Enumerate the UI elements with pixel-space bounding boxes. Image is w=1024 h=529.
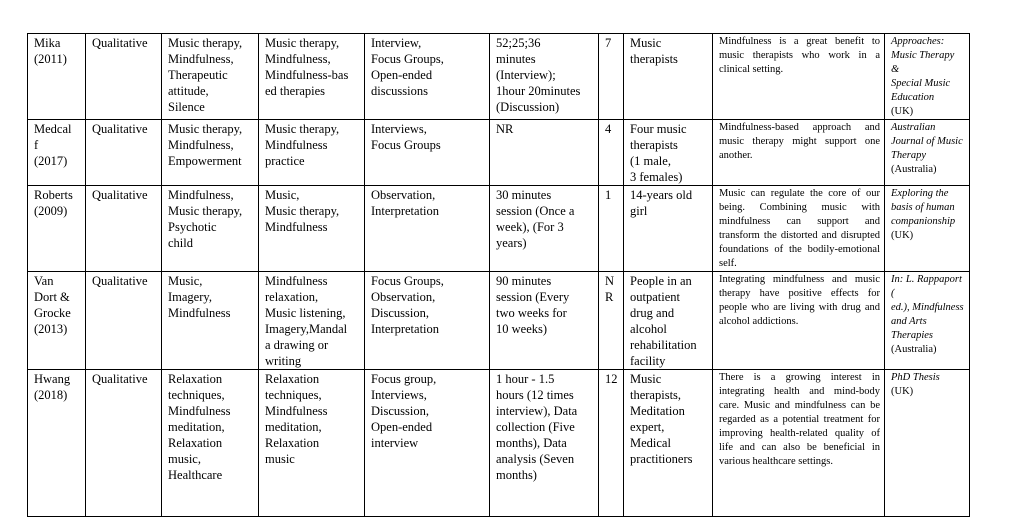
sample-size-cell: 12 [599, 370, 624, 517]
participants-cell: Four music therapists (1 male, 3 females) [624, 120, 713, 186]
duration-cell: 52;25;36 minutes (Interview); 1hour 20minutes (Discussion) [490, 34, 599, 120]
table-row [28, 186, 970, 272]
source-country: (Australia) [891, 344, 937, 355]
design-cell: Qualitative [86, 120, 162, 186]
author-cell: Medcal f (2017) [28, 120, 86, 186]
source-cell [885, 34, 970, 120]
source-title: Approaches: Music Therapy & Special Music Education [891, 36, 955, 103]
finding-cell: Mindfulness is a great benefit to music therapists who work in a clinical setting. [713, 34, 885, 120]
source-country: (Australia) [891, 164, 937, 175]
participants-cell: Music therapists [624, 34, 713, 120]
focus-cell: Music therapy, Mindfulness, Empowerment [162, 120, 259, 186]
source-cell [885, 186, 970, 272]
intervention-cell: Mindfulness relaxation, Music listening, Imagery,Mandal a drawing or writing [259, 272, 365, 370]
source-cell [885, 272, 970, 370]
intervention-cell: Music therapy, Mindfulness practice [259, 120, 365, 186]
focus-cell: Mindfulness, Music therapy, Psychotic child [162, 186, 259, 272]
duration-cell: 30 minutes session (Once a week), (For 3 years) [490, 186, 599, 272]
duration-cell: 1 hour - 1.5 hours (12 times interview), Data collection (Five months), Data analysis (Seven months) [490, 370, 599, 517]
source-cell [885, 120, 970, 186]
table-row [28, 370, 970, 517]
participants-cell: 14-years old girl [624, 186, 713, 272]
participants-cell: People in an outpatient drug and alcohol rehabilitation facility [624, 272, 713, 370]
duration-cell: 90 minutes session (Every two weeks for 10 weeks) [490, 272, 599, 370]
design-cell: Qualitative [86, 34, 162, 120]
source-title: In: L. Rappaport ( ed.), Mindfulness and Arts Therapies [891, 274, 964, 341]
source-title: Exploring the basis of human companionship [891, 188, 956, 227]
author-cell: Hwang (2018) [28, 370, 86, 517]
table-row [28, 120, 970, 186]
intervention-cell: Music therapy, Mindfulness, Mindfulness-bas ed therapies [259, 34, 365, 120]
author-cell: Roberts (2009) [28, 186, 86, 272]
focus-cell: Music therapy, Mindfulness, Therapeutic attitude, Silence [162, 34, 259, 120]
design-cell: Qualitative [86, 186, 162, 272]
table-row [28, 272, 970, 370]
methods-cell: Interview, Focus Groups, Open-ended discussions [365, 34, 490, 120]
finding-cell: Music can regulate the core of our being. Combining music with mindfulness can support and transform the distorted and disrupted foundations of the bodily-emotional self. [713, 186, 885, 272]
design-cell: Qualitative [86, 272, 162, 370]
intervention-cell: Music, Music therapy, Mindfulness [259, 186, 365, 272]
duration-cell: NR [490, 120, 599, 186]
source-country: (UK) [891, 106, 914, 117]
studies-table-wrapper [27, 33, 970, 517]
studies-table [27, 33, 970, 517]
finding-cell: Integrating mindfulness and music therapy have positive effects for people who are living with drug and alcohol addictions. [713, 272, 885, 370]
intervention-cell: Relaxation techniques, Mindfulness meditation, Relaxation music [259, 370, 365, 517]
source-country: (UK) [891, 230, 914, 241]
focus-cell: Relaxation techniques, Mindfulness meditation, Relaxation music, Healthcare [162, 370, 259, 517]
methods-cell: Interviews, Focus Groups [365, 120, 490, 186]
finding-cell: Mindfulness-based approach and music therapy might support one another. [713, 120, 885, 186]
finding-cell: There is a growing interest in integrating health and mind-body care. Music and mindfulness can be regarded as a potential treatment for improving health-related quality of life and can also be beneficial in various healthcare settings. [713, 370, 885, 517]
design-cell: Qualitative [86, 370, 162, 517]
source-country: (UK) [891, 386, 914, 397]
sample-size-cell: 4 [599, 120, 624, 186]
source-title: PhD Thesis [891, 372, 940, 383]
focus-cell: Music, Imagery, Mindfulness [162, 272, 259, 370]
source-title: Australian Journal of Music Therapy [891, 122, 963, 161]
methods-cell: Observation, Interpretation [365, 186, 490, 272]
participants-cell: Music therapists, Meditation expert, Medical practitioners [624, 370, 713, 517]
sample-size-cell: 7 [599, 34, 624, 120]
sample-size-cell: 1 [599, 186, 624, 272]
sample-size-cell: N R [599, 272, 624, 370]
methods-cell: Focus group, Interviews, Discussion, Open-ended interview [365, 370, 490, 517]
methods-cell: Focus Groups, Observation, Discussion, Interpretation [365, 272, 490, 370]
author-cell: Van Dort & Grocke (2013) [28, 272, 86, 370]
source-cell [885, 370, 970, 517]
author-cell: Mika (2011) [28, 34, 86, 120]
table-row [28, 34, 970, 120]
